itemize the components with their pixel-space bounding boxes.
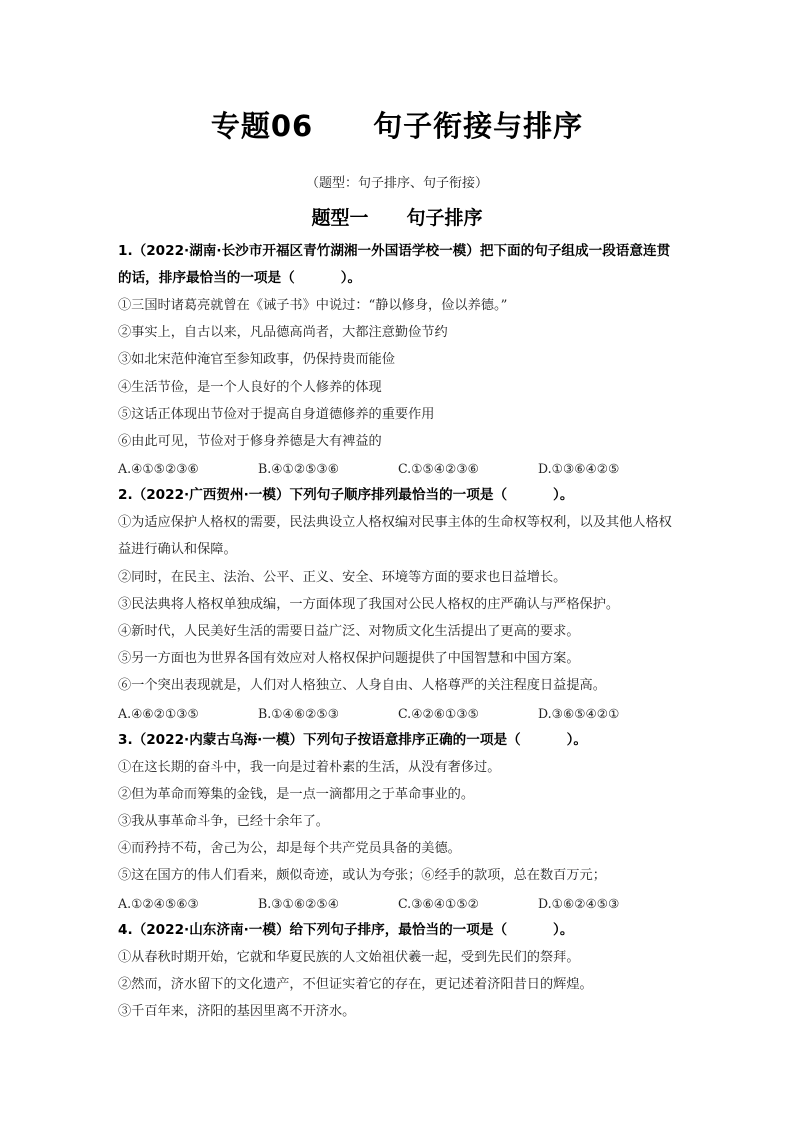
question-2 <box>118 482 680 726</box>
sentence-line: ②同时，在民主、法治、公平、正义、安全、环境等方面的要求也日益增长。 <box>118 569 567 585</box>
sentence-line: ④而矜持不苟，舍己为公，却是每个共产党员具备的美德。 <box>118 841 461 857</box>
sentence-line: ③千百年来，济阳的基因里离不开济水。 <box>118 1004 356 1020</box>
option-b: B.③①⑥②⑤④ <box>258 895 339 911</box>
option-d: D.③⑥⑤④②① <box>538 705 620 721</box>
sentence-line: ⑤这话正体现出节俭对于提高自身道德修养的重要作用 <box>118 406 435 422</box>
sentence-line: ⑤这在国方的伟人们看来，颇似奇迹，或认为夸张；⑥经手的款项，总在数百万元； <box>118 868 606 884</box>
sentence-line: ⑤另一方面也为世界各国有效应对人格权保护问题提供了中国智慧和中国方案。 <box>118 651 580 667</box>
sentence-line: ①从春秋时期开始，它就和华夏民族的人文始祖伏羲一起，受到先民们的祭拜。 <box>118 949 580 965</box>
question-list <box>118 238 680 1025</box>
question-4-stem: 4.（2022·山东济南·一模）给下列句子排序，最恰当的一项是（ ）。 <box>118 921 574 938</box>
sentence-line: ②但为革命而筹集的金钱，是一点一滴都用之于革命事业的。 <box>118 786 475 802</box>
answer-options <box>118 890 680 917</box>
option-a: A.④①⑤②③⑥ <box>118 461 199 477</box>
question-3-stem: 3.（2022·内蒙古乌海·一模）下列句子按语意排序正确的一项是（ ）。 <box>118 731 588 748</box>
sentence-line: ⑥由此可见，节俭对于修身养德是大有裨益的 <box>118 434 382 450</box>
option-a: A.④⑥②①③⑤ <box>118 705 199 721</box>
question-1-stem: 1.（2022·湖南·长沙市开福区青竹湖湘一外国语学校一模）把下面的句子组成一段语意连贯的话，排序最恰当的一项是（ ）。 <box>118 243 671 286</box>
sentence-line: ③民法典将人格权单独成编，一方面体现了我国对公民人格权的庄严确认与严格保护。 <box>118 596 620 612</box>
sentence-line: ③我从事革命斗争，已经十余年了。 <box>118 814 329 830</box>
option-d: D.①⑥②④⑤③ <box>538 895 620 911</box>
option-a: A.①②④⑤⑥③ <box>118 895 199 911</box>
sentence-line: ①为适应保护人格权的需要，民法典设立人格权编对民事主体的生命权等权利，以及其他人格权益进行确认和保障。 <box>118 515 672 558</box>
page-title: 专题06 句子衔接与排序 <box>210 109 584 143</box>
answer-options <box>118 700 680 727</box>
question-4 <box>118 917 680 1026</box>
section-title: 题型一 句子排序 <box>311 207 483 229</box>
option-b: B.①④⑥②⑤③ <box>258 705 339 721</box>
page-subtitle: （题型：句子排序、句子衔接） <box>305 176 488 191</box>
sentence-line: ④新时代，人民美好生活的需要日益广泛、对物质文化生活提出了更高的要求。 <box>118 624 580 640</box>
sentence-line: ②事实上，自古以来，凡品德高尚者，大都注意勤俭节约 <box>118 325 448 341</box>
option-d: D.①③⑥④②⑤ <box>538 461 620 477</box>
question-1 <box>118 238 680 482</box>
sentence-line: ①三国时诸葛亮就曾在《诫子书》中说过：“静以修身，俭以养德。” <box>118 298 508 313</box>
sentence-line: ④生活节俭，是一个人良好的个人修养的体现 <box>118 379 382 395</box>
sentence-line: ①在这长期的奋斗中，我一向是过着朴素的生活，从没有奢侈过。 <box>118 759 501 775</box>
question-3 <box>118 727 680 917</box>
question-2-stem: 2.（2022·广西贺州·一模）下列句子顺序排列最恰当的一项是（ ）。 <box>118 487 574 504</box>
option-c: C.①⑤④②③⑥ <box>398 461 479 477</box>
option-c: C.③⑥④①⑤② <box>398 895 479 911</box>
sentence-line: ②然而，济水留下的文化遗产，不但证实着它的存在，更记述着济阳昔日的辉煌。 <box>118 976 593 992</box>
option-b: B.④①②⑤③⑥ <box>258 461 339 477</box>
sentence-line: ⑥一个突出表现就是，人们对人格独立、人身自由、人格尊严的关注程度日益提高。 <box>118 678 606 694</box>
sentence-line: ③如北宋范仲淹官至参知政事，仍保持贵而能俭 <box>118 352 395 368</box>
option-c: C.④②⑥①③⑤ <box>398 705 479 721</box>
answer-options <box>118 455 680 482</box>
